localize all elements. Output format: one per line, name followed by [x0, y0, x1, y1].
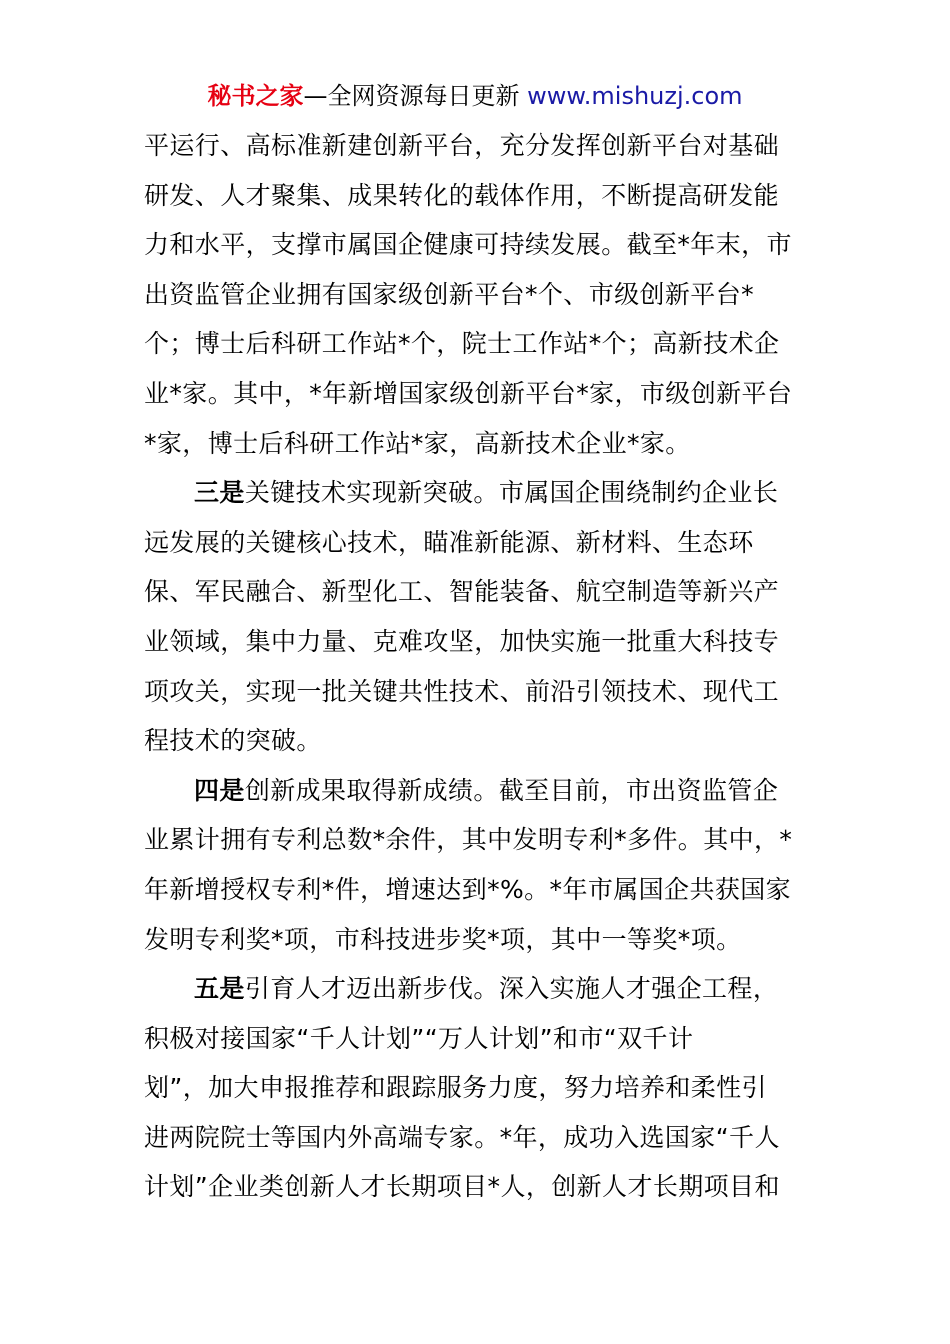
paragraph-lead: 三是: [194, 478, 245, 508]
site-brand: 秘书之家: [207, 82, 304, 110]
site-header: [0, 80, 950, 112]
text-line: 划”，加大申报推荐和跟踪服务力度，努力培养和柔性引: [144, 1073, 767, 1103]
text-line-first: [144, 468, 808, 518]
text-line: 发明专利奖*项，市科技进步奖*项，其中一等奖*项。: [144, 924, 742, 954]
site-tagline: —全网资源每日更新: [303, 82, 520, 110]
text-line: 力和水平，支撑市属国企健康可持续发展。截至*年末，市: [144, 230, 792, 260]
text-line: 业领域，集中力量、克难攻坚，加快实施一批重大科技专: [144, 626, 780, 656]
text-line: 业*家。其中，*年新增国家级创新平台*家，市级创新平台: [144, 378, 793, 408]
text-line: 进两院院士等国内外高端专家。*年，成功入选国家“千人: [144, 1122, 780, 1152]
text-line: 保、军民融合、新型化工、智能装备、航空制造等新兴产: [144, 577, 780, 607]
text-line: 程技术的突破。: [144, 726, 322, 756]
text-line-rest: 关键技术实现新突破。市属国企围绕制约企业长: [244, 478, 779, 508]
paragraph-platforms: [144, 121, 808, 468]
text-line-rest: 引育人才迈出新步伐。深入实施人才强企工程，: [244, 974, 779, 1004]
paragraph-lead: 五是: [194, 974, 245, 1004]
text-line: 年新增授权专利*件，增速达到*%。*年市属国企共获国家: [144, 874, 792, 904]
text-line: 业累计拥有专利总数*余件，其中发明专利*多件。其中，*: [144, 825, 793, 855]
text-line: 项攻关，实现一批关键共性技术、前沿引领技术、现代工: [144, 676, 780, 706]
text-line: 计划”企业类创新人才长期项目*人，创新人才长期项目和: [144, 1172, 780, 1202]
text-line: 远发展的关键核心技术，瞄准新能源、新材料、生态环: [144, 527, 754, 557]
paragraph-key-technology: [144, 468, 808, 766]
text-line-first: [144, 766, 808, 816]
text-line-first: [144, 964, 808, 1014]
site-url-link[interactable]: www.mishuzj.com: [527, 82, 743, 110]
text-line: 出资监管企业拥有国家级创新平台*个、市级创新平台*: [144, 279, 755, 309]
text-line: *家，博士后科研工作站*家，高新技术企业*家。: [144, 428, 691, 458]
text-line-rest: 创新成果取得新成绩。截至目前，市出资监管企: [244, 775, 779, 805]
paragraph-talent: [144, 964, 808, 1212]
paragraph-innovation-results: [144, 766, 808, 964]
text-line: 积极对接国家“千人计划”“万人计划”和市“双千计: [144, 1023, 694, 1053]
paragraph-lead: 四是: [194, 775, 245, 805]
text-line: 研发、人才聚集、成果转化的载体作用，不断提高研发能: [144, 180, 780, 210]
document-body: [144, 121, 808, 1212]
text-line: 个；博士后科研工作站*个，院士工作站*个；高新技术企: [144, 329, 780, 359]
text-line: 平运行、高标准新建创新平台，充分发挥创新平台对基础: [144, 131, 780, 160]
